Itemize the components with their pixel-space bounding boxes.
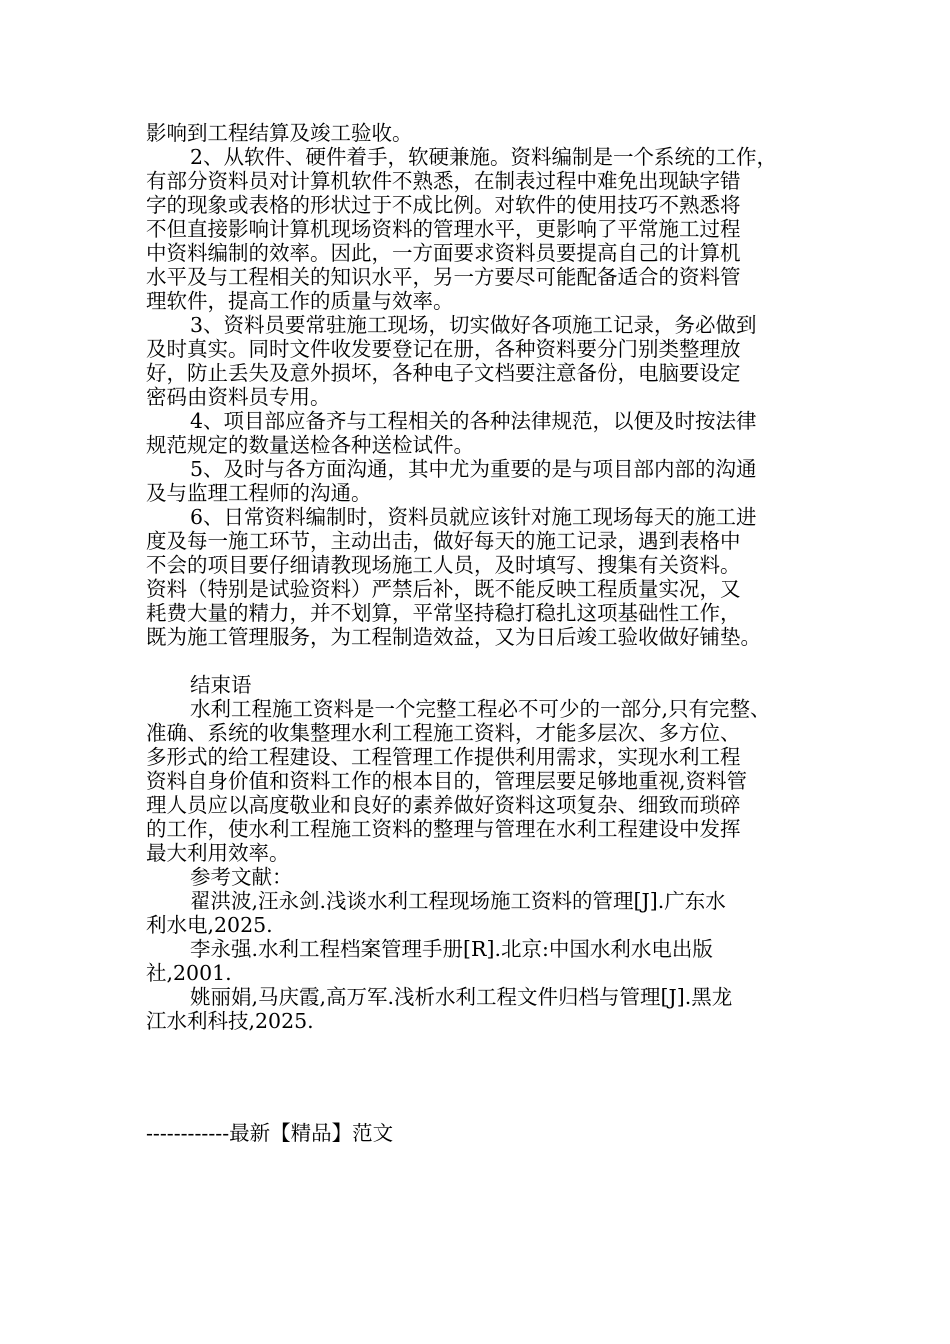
text-line: 多形式的给工程建设、工程管理工作提供利用需求，实现水利工程: [146, 745, 741, 769]
text-line: 江水利科技,2025.: [146, 1009, 314, 1033]
text-line: 既为施工管理服务，为工程制造效益，又为日后竣工验收做好铺垫。: [146, 625, 761, 649]
text-line: 社,2001.: [146, 961, 232, 985]
blank-line: [146, 649, 826, 673]
text-line: 4、项目部应备齐与工程相关的各种法律规范，以便及时按法律: [190, 409, 757, 433]
text-line: 利水电,2025.: [146, 913, 273, 937]
text-line: 2、从软件、硬件着手，软硬兼施。资料编制是一个系统的工作，: [190, 145, 778, 169]
text-line: 理软件，提高工作的质量与效率。: [146, 289, 454, 313]
text-line: 参考文献：: [190, 865, 293, 889]
text-line: 度及每一施工环节，主动出击，做好每天的施工记录，遇到表格中: [146, 529, 741, 553]
text-line: 密码由资料员专用。: [146, 385, 331, 409]
text-line: 资料自身价值和资料工作的根本目的，管理层要足够地重视,资料管: [146, 769, 748, 793]
text-line: 5、及时与各方面沟通，其中尤为重要的是与项目部内部的沟通: [190, 457, 757, 481]
text-line: 及与监理工程师的沟通。: [146, 481, 372, 505]
text-line: 中资料编制的效率。因此，一方面要求资料员要提高自己的计算机: [146, 241, 741, 265]
text-line: 准确、系统的收集整理水利工程施工资料，才能多层次、多方位、: [146, 721, 741, 745]
text-line: 的工作，使水利工程施工资料的整理与管理在水利工程建设中发挥: [146, 817, 741, 841]
text-line: 姚丽娟,马庆霞,高万军.浅析水利工程文件归档与管理[J].黑龙: [190, 985, 733, 1009]
text-line: 不但直接影响计算机现场资料的管理水平，更影响了平常施工过程: [146, 217, 741, 241]
text-line: 翟洪波,汪永剑.浅谈水利工程现场施工资料的管理[J].广东水: [190, 889, 726, 913]
text-line: 水利工程施工资料是一个完整工程必不可少的一部分,只有完整、: [190, 697, 771, 721]
text-line: 水平及与工程相关的知识水平，另一方要尽可能配备适合的资料管: [146, 265, 741, 289]
text-line: 资料（特别是试验资料）严禁后补，既不能反映工程质量实况，又: [146, 577, 741, 601]
text-line: 及时真实。同时文件收发要登记在册，各种资料要分门别类整理放: [146, 337, 741, 361]
text-line: 最大利用效率。: [146, 841, 290, 865]
footer-text: ------------最新【精品】范文: [146, 1121, 394, 1145]
text-line: 影响到工程结算及竣工验收。: [146, 121, 413, 145]
text-line: 3、资料员要常驻施工现场，切实做好各项施工记录，务必做到: [190, 313, 757, 337]
body-text: [146, 121, 826, 1033]
text-line: 李永强.水利工程档案管理手册[R].北京:中国水利水电出版: [190, 937, 713, 961]
text-line: 好，防止丢失及意外损坏，各种电子文档要注意备份，电脑要设定: [146, 361, 741, 385]
text-line: 理人员应以高度敬业和良好的素养做好资料这项复杂、细致而琐碎: [146, 793, 741, 817]
text-line: 有部分资料员对计算机软件不熟悉，在制表过程中难免出现缺字错: [146, 169, 741, 193]
text-line: 字的现象或表格的形状过于不成比例。对软件的使用技巧不熟悉将: [146, 193, 741, 217]
text-line: 不会的项目要仔细请教现场施工人员，及时填写、搜集有关资料。: [146, 553, 741, 577]
text-line: 规范规定的数量送检各种送检试件。: [146, 433, 474, 457]
text-line: 6、日常资料编制时，资料员就应该针对施工现场每天的施工进: [190, 505, 757, 529]
text-line: 结束语: [190, 673, 252, 697]
text-line: 耗费大量的精力，并不划算，平常坚持稳打稳扎这项基础性工作，: [146, 601, 741, 625]
